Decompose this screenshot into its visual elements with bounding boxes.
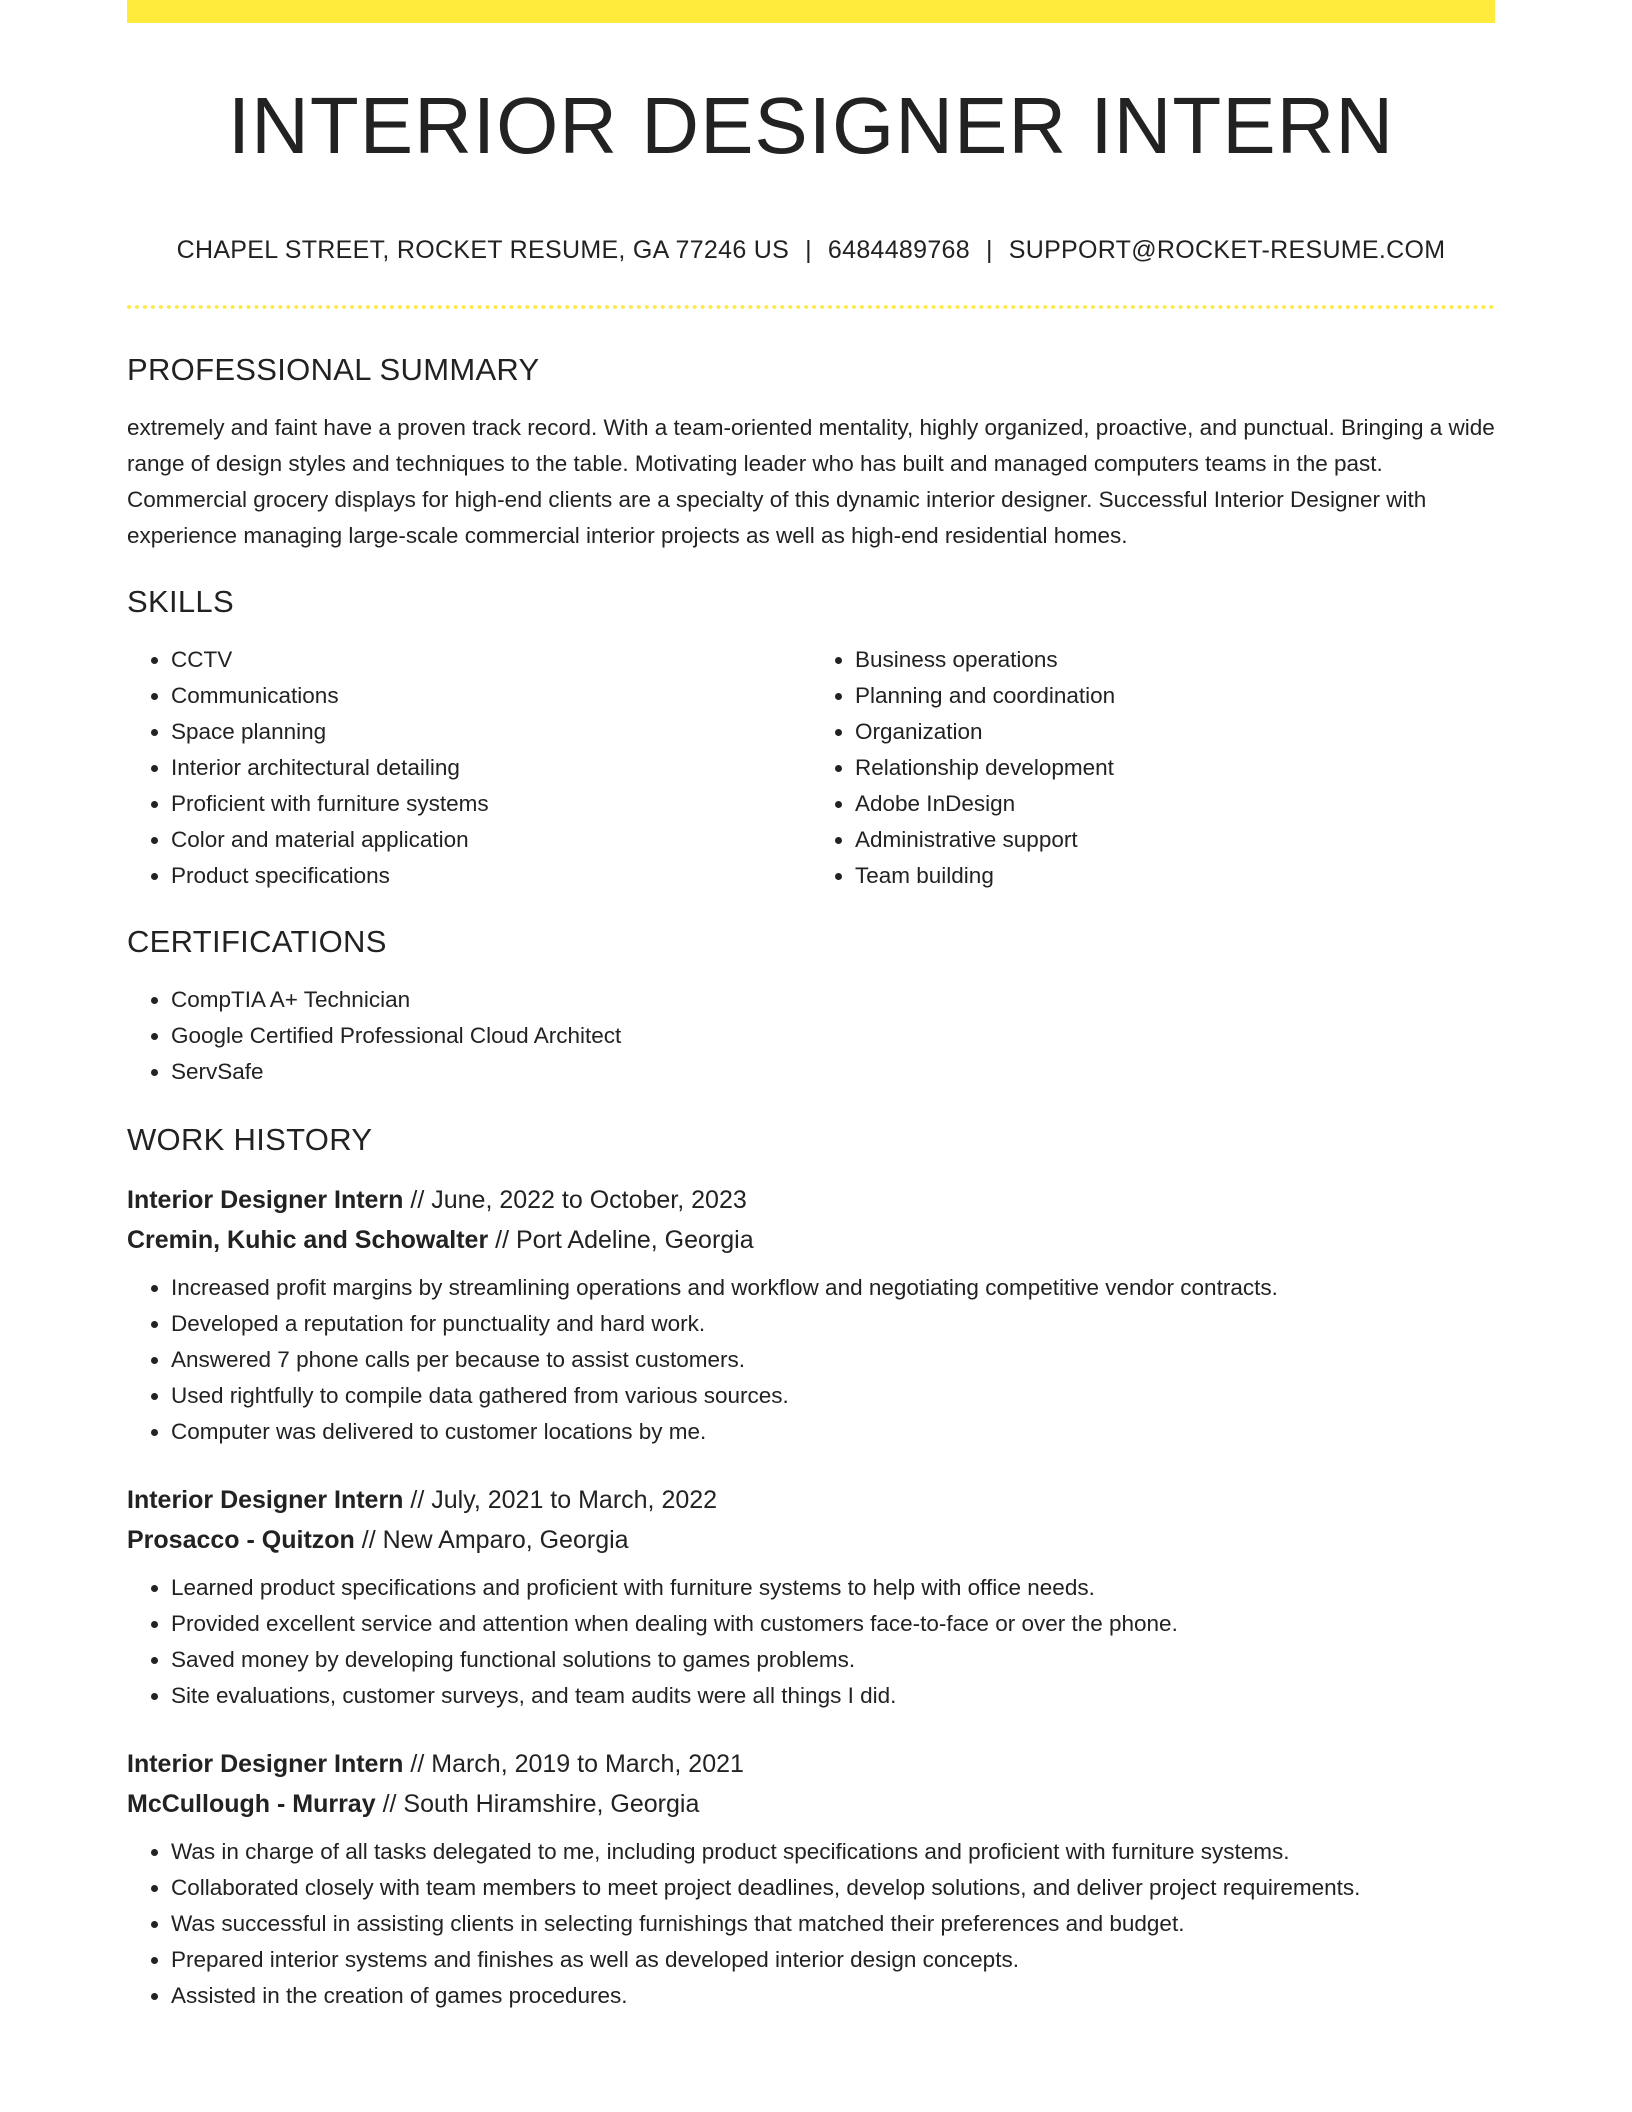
skills-columns bbox=[127, 642, 1495, 894]
job-location: // South Hiramshire, Georgia bbox=[382, 1790, 700, 1818]
job-bullet: • Provided excellent service and attention when dealing with customers face-to-face or over the phone. bbox=[171, 1606, 1495, 1642]
skill-item: • Administrative support bbox=[855, 822, 1495, 858]
accent-bar bbox=[127, 0, 1495, 23]
job-company: Cremin, Kuhic and Schowalter bbox=[127, 1226, 489, 1254]
job-title: Interior Designer Intern bbox=[127, 1750, 404, 1778]
job-bullet: • Increased profit margins by streamlining operations and workflow and negotiating competitive vendor contracts. bbox=[171, 1270, 1495, 1306]
job-entry bbox=[127, 1180, 1495, 1450]
job-company: McCullough - Murray bbox=[127, 1790, 376, 1818]
job-company: Prosacco - Quitzon bbox=[127, 1526, 355, 1554]
work-history-heading: WORK HISTORY bbox=[127, 1122, 373, 1157]
job-bullets bbox=[127, 1270, 1495, 1450]
skill-item: • Interior architectural detailing bbox=[171, 750, 811, 786]
certification-item: • Google Certified Professional Cloud Architect bbox=[171, 1018, 1495, 1054]
job-bullet: • Assisted in the creation of games procedures. bbox=[171, 1978, 1495, 2014]
certification-item: • CompTIA A+ Technician bbox=[171, 982, 1495, 1018]
certifications-heading: CERTIFICATIONS bbox=[127, 924, 387, 959]
work-history-section bbox=[127, 1122, 1495, 2014]
contact-address: CHAPEL STREET, ROCKET RESUME, GA 77246 US bbox=[176, 236, 790, 264]
job-bullet: • Was in charge of all tasks delegated to me, including product specifications and proficient with furniture systems. bbox=[171, 1834, 1495, 1870]
skill-item: • CCTV bbox=[171, 642, 811, 678]
job-title: Interior Designer Intern bbox=[127, 1186, 404, 1214]
contact-separator: | bbox=[985, 236, 993, 264]
skills-section bbox=[127, 584, 1495, 894]
certification-item: • ServSafe bbox=[171, 1054, 1495, 1090]
skill-item: • Product specifications bbox=[171, 858, 811, 894]
job-entry bbox=[127, 1480, 1495, 1714]
skill-item: • Proficient with furniture systems bbox=[171, 786, 811, 822]
skill-item: • Planning and coordination bbox=[855, 678, 1495, 714]
skill-item: • Organization bbox=[855, 714, 1495, 750]
summary-heading: PROFESSIONAL SUMMARY bbox=[127, 352, 540, 387]
job-bullets bbox=[127, 1570, 1495, 1714]
candidate-title: INTERIOR DESIGNER INTERN bbox=[227, 81, 1395, 170]
contact-email: SUPPORT@ROCKET-RESUME.COM bbox=[1008, 236, 1446, 264]
certifications-list bbox=[127, 982, 1495, 1090]
job-bullet: • Answered 7 phone calls per because to assist customers. bbox=[171, 1342, 1495, 1378]
job-title-line bbox=[127, 1180, 1495, 1220]
job-location: // New Amparo, Georgia bbox=[361, 1526, 629, 1554]
job-title-line bbox=[127, 1480, 1495, 1520]
job-bullet: • Computer was delivered to customer locations by me. bbox=[171, 1414, 1495, 1450]
job-company-line bbox=[127, 1220, 1495, 1260]
skills-list-right bbox=[811, 642, 1495, 894]
skills-heading: SKILLS bbox=[127, 584, 234, 619]
job-dates: // June, 2022 to October, 2023 bbox=[410, 1186, 747, 1214]
job-title: Interior Designer Intern bbox=[127, 1486, 404, 1514]
skill-item: • Color and material application bbox=[171, 822, 811, 858]
job-location: // Port Adeline, Georgia bbox=[495, 1226, 754, 1254]
skill-item: • Team building bbox=[855, 858, 1495, 894]
certifications-section bbox=[127, 924, 1495, 1090]
contact-line bbox=[127, 236, 1495, 265]
contact-separator: | bbox=[805, 236, 812, 264]
dotted-divider bbox=[127, 305, 1495, 309]
job-bullet: • Collaborated closely with team members to meet project deadlines, develop solutions, and deliver project requirements. bbox=[171, 1870, 1495, 1906]
resume-body bbox=[127, 352, 1495, 2044]
contact-phone: 6484489768 bbox=[827, 236, 970, 264]
job-title-line bbox=[127, 1744, 1495, 1784]
summary-section bbox=[127, 352, 1495, 554]
job-bullet: • Used rightfully to compile data gathered from various sources. bbox=[171, 1378, 1495, 1414]
job-dates: // March, 2019 to March, 2021 bbox=[410, 1750, 744, 1778]
job-dates: // July, 2021 to March, 2022 bbox=[410, 1486, 718, 1514]
skill-item: • Relationship development bbox=[855, 750, 1495, 786]
skills-list-left bbox=[127, 642, 811, 894]
skill-item: • Communications bbox=[171, 678, 811, 714]
job-bullet: • Saved money by developing functional solutions to games problems. bbox=[171, 1642, 1495, 1678]
job-bullet: • Site evaluations, customer surveys, and team audits were all things I did. bbox=[171, 1678, 1495, 1714]
skill-item: • Space planning bbox=[171, 714, 811, 750]
job-entry bbox=[127, 1744, 1495, 2014]
job-bullet: • Developed a reputation for punctuality and hard work. bbox=[171, 1306, 1495, 1342]
job-bullet: • Prepared interior systems and finishes as well as developed interior design concepts. bbox=[171, 1942, 1495, 1978]
skill-item: • Business operations bbox=[855, 642, 1495, 678]
skill-item: • Adobe InDesign bbox=[855, 786, 1495, 822]
job-company-line bbox=[127, 1520, 1495, 1560]
job-bullet: • Was successful in assisting clients in selecting furnishings that matched their preferences and budget. bbox=[171, 1906, 1495, 1942]
job-company-line bbox=[127, 1784, 1495, 1824]
summary-text: extremely and faint have a proven track record. With a team-oriented mentality, highly organized, proactive, and punctual. Bringing a wide range of design styles and techniques to the table. Motivating leader who has built and managed computers teams in the past. Commercial grocery displays for high-end clients are a specialty of this dynamic interior designer. Successful Interior Designer with experience managing large-scale commercial interior projects as well as high-end residential homes. bbox=[127, 415, 1495, 548]
job-bullets bbox=[127, 1834, 1495, 2014]
job-bullet: • Learned product specifications and proficient with furniture systems to help with office needs. bbox=[171, 1570, 1495, 1606]
